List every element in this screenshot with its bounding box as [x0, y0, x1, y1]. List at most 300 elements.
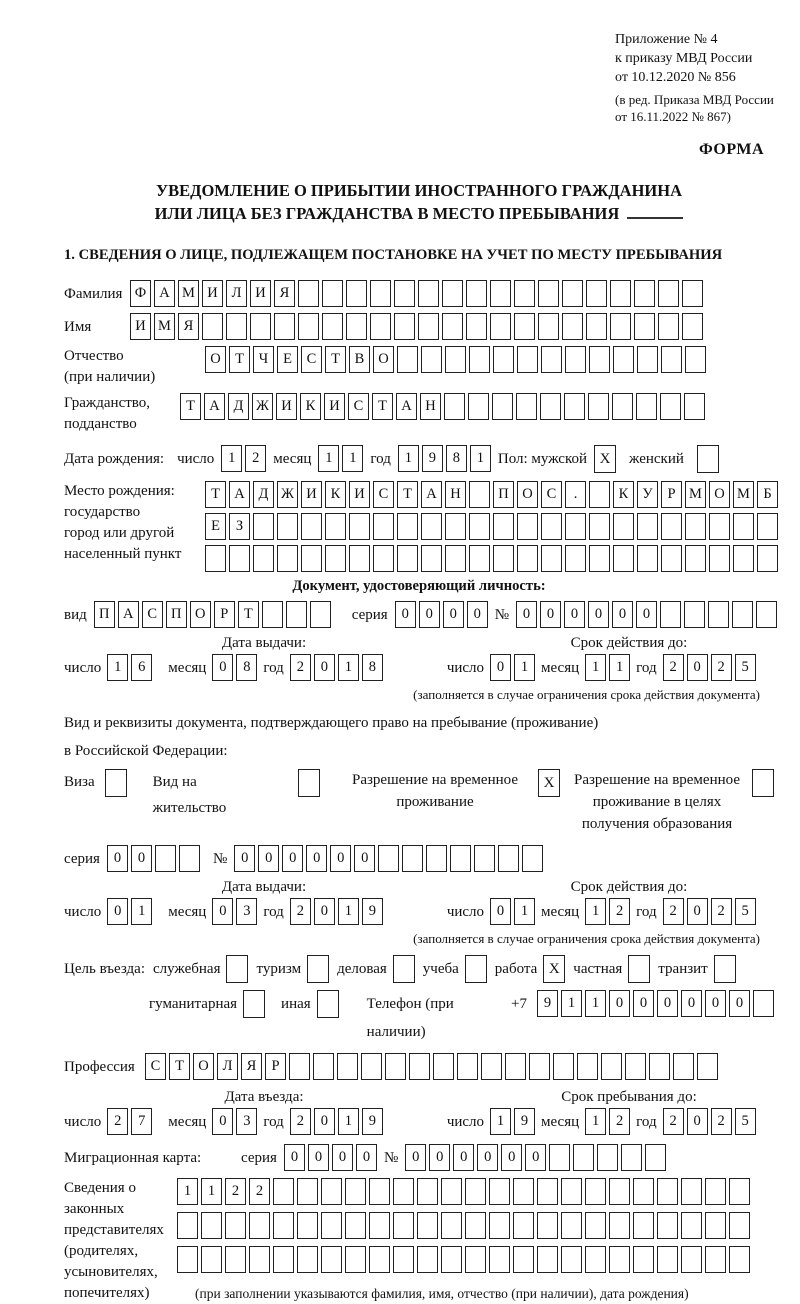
char-cell[interactable] — [370, 280, 391, 307]
char-cell[interactable]: 1 — [338, 654, 359, 681]
char-cell[interactable]: 7 — [131, 1108, 152, 1135]
char-cell[interactable] — [553, 1053, 574, 1080]
char-cell[interactable] — [433, 1053, 454, 1080]
char-cell[interactable]: 2 — [245, 445, 266, 472]
char-cell[interactable] — [613, 545, 634, 572]
char-cell[interactable]: 3 — [236, 898, 257, 925]
residence-series-cells[interactable] — [107, 845, 200, 872]
char-cell[interactable]: А — [396, 393, 417, 420]
char-cell[interactable]: 2 — [290, 898, 311, 925]
char-cell[interactable] — [634, 280, 655, 307]
purpose-tourism-checkbox[interactable] — [307, 955, 329, 983]
char-cell[interactable] — [253, 513, 274, 540]
char-cell[interactable]: 1 — [318, 445, 339, 472]
char-cell[interactable] — [393, 1178, 414, 1205]
char-cell[interactable] — [529, 1053, 550, 1080]
char-cell[interactable]: 0 — [212, 898, 233, 925]
char-cell[interactable]: 0 — [306, 845, 327, 872]
char-cell[interactable]: Н — [445, 481, 466, 508]
char-cell[interactable]: 1 — [398, 445, 419, 472]
char-cell[interactable]: 9 — [362, 898, 383, 925]
char-cell[interactable] — [249, 1212, 270, 1239]
char-cell[interactable] — [474, 845, 495, 872]
char-cell[interactable] — [685, 346, 706, 373]
char-cell[interactable] — [610, 280, 631, 307]
id-issue-month-cells[interactable] — [212, 654, 257, 681]
residence-expiry-year-cells[interactable] — [663, 898, 756, 925]
char-cell[interactable]: 1 — [585, 990, 606, 1017]
char-cell[interactable]: К — [325, 481, 346, 508]
char-cell[interactable] — [633, 1178, 654, 1205]
char-cell[interactable]: А — [118, 601, 139, 628]
char-cell[interactable]: 0 — [405, 1144, 426, 1171]
char-cell[interactable] — [226, 313, 247, 340]
char-cell[interactable] — [289, 1053, 310, 1080]
char-cell[interactable] — [541, 346, 562, 373]
char-cell[interactable] — [697, 1053, 718, 1080]
char-cell[interactable] — [561, 1178, 582, 1205]
char-cell[interactable]: 0 — [612, 601, 633, 628]
char-cell[interactable] — [733, 513, 754, 540]
char-cell[interactable]: 1 — [470, 445, 491, 472]
char-cell[interactable] — [250, 313, 271, 340]
char-cell[interactable] — [393, 1212, 414, 1239]
char-cell[interactable] — [277, 545, 298, 572]
char-cell[interactable] — [514, 280, 535, 307]
char-cell[interactable] — [661, 346, 682, 373]
char-cell[interactable] — [441, 1212, 462, 1239]
char-cell[interactable] — [685, 513, 706, 540]
birth-place-cells-3[interactable] — [205, 545, 778, 572]
char-cell[interactable]: М — [685, 481, 706, 508]
char-cell[interactable]: 9 — [422, 445, 443, 472]
id-doc-number-cells[interactable] — [516, 601, 777, 628]
citizenship-cells[interactable] — [180, 393, 705, 420]
char-cell[interactable] — [541, 513, 562, 540]
char-cell[interactable] — [201, 1246, 222, 1273]
char-cell[interactable] — [661, 545, 682, 572]
char-cell[interactable] — [385, 1053, 406, 1080]
char-cell[interactable] — [229, 545, 250, 572]
char-cell[interactable]: 0 — [467, 601, 488, 628]
birth-month-cells[interactable] — [318, 445, 363, 472]
char-cell[interactable] — [682, 280, 703, 307]
char-cell[interactable] — [442, 313, 463, 340]
char-cell[interactable] — [516, 393, 537, 420]
char-cell[interactable]: О — [517, 481, 538, 508]
birth-place-cells-2[interactable] — [205, 513, 778, 540]
char-cell[interactable] — [445, 346, 466, 373]
char-cell[interactable] — [660, 601, 681, 628]
char-cell[interactable] — [349, 513, 370, 540]
char-cell[interactable] — [709, 545, 730, 572]
migration-series-cells[interactable] — [284, 1144, 377, 1171]
char-cell[interactable]: Н — [420, 393, 441, 420]
char-cell[interactable]: 2 — [711, 898, 732, 925]
char-cell[interactable] — [585, 1178, 606, 1205]
char-cell[interactable] — [481, 1053, 502, 1080]
char-cell[interactable]: Я — [274, 280, 295, 307]
char-cell[interactable] — [345, 1246, 366, 1273]
char-cell[interactable]: О — [709, 481, 730, 508]
char-cell[interactable] — [636, 393, 657, 420]
char-cell[interactable] — [490, 280, 511, 307]
char-cell[interactable]: 0 — [308, 1144, 329, 1171]
char-cell[interactable] — [562, 313, 583, 340]
char-cell[interactable]: Л — [226, 280, 247, 307]
char-cell[interactable] — [585, 1212, 606, 1239]
birth-place-cells-1[interactable] — [205, 481, 778, 508]
char-cell[interactable]: 3 — [236, 1108, 257, 1135]
char-cell[interactable] — [465, 1246, 486, 1273]
char-cell[interactable] — [609, 1178, 630, 1205]
char-cell[interactable] — [658, 280, 679, 307]
char-cell[interactable]: 1 — [177, 1178, 198, 1205]
char-cell[interactable]: Ф — [130, 280, 151, 307]
char-cell[interactable]: И — [130, 313, 151, 340]
char-cell[interactable] — [345, 1212, 366, 1239]
char-cell[interactable] — [733, 545, 754, 572]
char-cell[interactable]: 0 — [284, 1144, 305, 1171]
char-cell[interactable]: 9 — [362, 1108, 383, 1135]
female-checkbox[interactable] — [697, 445, 719, 473]
char-cell[interactable]: П — [94, 601, 115, 628]
id-doc-series-cells[interactable] — [395, 601, 488, 628]
char-cell[interactable]: И — [202, 280, 223, 307]
char-cell[interactable]: Р — [214, 601, 235, 628]
char-cell[interactable]: 2 — [290, 654, 311, 681]
char-cell[interactable] — [637, 346, 658, 373]
char-cell[interactable] — [297, 1178, 318, 1205]
char-cell[interactable] — [397, 513, 418, 540]
char-cell[interactable]: 0 — [107, 845, 128, 872]
char-cell[interactable]: 0 — [330, 845, 351, 872]
char-cell[interactable]: 5 — [735, 898, 756, 925]
char-cell[interactable]: 0 — [687, 654, 708, 681]
purpose-humanitarian-checkbox[interactable] — [243, 990, 265, 1018]
char-cell[interactable]: 1 — [585, 1108, 606, 1135]
char-cell[interactable]: 0 — [681, 990, 702, 1017]
char-cell[interactable]: 2 — [225, 1178, 246, 1205]
char-cell[interactable] — [402, 845, 423, 872]
char-cell[interactable]: 2 — [711, 1108, 732, 1135]
representatives-cells-3[interactable] — [177, 1246, 750, 1273]
char-cell[interactable] — [441, 1246, 462, 1273]
char-cell[interactable] — [489, 1178, 510, 1205]
char-cell[interactable] — [517, 545, 538, 572]
char-cell[interactable] — [177, 1246, 198, 1273]
char-cell[interactable] — [613, 346, 634, 373]
char-cell[interactable]: Я — [241, 1053, 262, 1080]
char-cell[interactable] — [489, 1246, 510, 1273]
char-cell[interactable] — [418, 280, 439, 307]
char-cell[interactable]: 8 — [446, 445, 467, 472]
char-cell[interactable]: С — [301, 346, 322, 373]
char-cell[interactable] — [445, 545, 466, 572]
char-cell[interactable] — [505, 1053, 526, 1080]
char-cell[interactable]: 0 — [453, 1144, 474, 1171]
char-cell[interactable] — [573, 1144, 594, 1171]
char-cell[interactable]: 0 — [107, 898, 128, 925]
char-cell[interactable] — [673, 1053, 694, 1080]
char-cell[interactable] — [274, 313, 295, 340]
char-cell[interactable]: 0 — [314, 898, 335, 925]
char-cell[interactable]: М — [178, 280, 199, 307]
char-cell[interactable] — [621, 1144, 642, 1171]
char-cell[interactable]: 0 — [540, 601, 561, 628]
char-cell[interactable]: 0 — [636, 601, 657, 628]
char-cell[interactable]: Р — [661, 481, 682, 508]
purpose-study-checkbox[interactable] — [465, 955, 487, 983]
char-cell[interactable]: Т — [180, 393, 201, 420]
entry-month-cells[interactable] — [212, 1108, 257, 1135]
char-cell[interactable]: И — [250, 280, 271, 307]
char-cell[interactable] — [457, 1053, 478, 1080]
visa-checkbox[interactable] — [105, 769, 127, 797]
stay-year-cells[interactable] — [663, 1108, 756, 1135]
char-cell[interactable]: Т — [325, 346, 346, 373]
residence-expiry-day-cells[interactable] — [490, 898, 535, 925]
char-cell[interactable]: 2 — [609, 1108, 630, 1135]
char-cell[interactable]: Д — [228, 393, 249, 420]
char-cell[interactable] — [493, 545, 514, 572]
char-cell[interactable]: 0 — [609, 990, 630, 1017]
purpose-official-checkbox[interactable] — [226, 955, 248, 983]
char-cell[interactable] — [661, 513, 682, 540]
char-cell[interactable] — [684, 393, 705, 420]
char-cell[interactable] — [637, 513, 658, 540]
char-cell[interactable]: В — [349, 346, 370, 373]
char-cell[interactable] — [465, 1178, 486, 1205]
char-cell[interactable]: 0 — [314, 654, 335, 681]
char-cell[interactable] — [369, 1246, 390, 1273]
char-cell[interactable]: 8 — [236, 654, 257, 681]
char-cell[interactable] — [537, 1212, 558, 1239]
id-issue-day-cells[interactable] — [107, 654, 152, 681]
char-cell[interactable] — [468, 393, 489, 420]
char-cell[interactable]: 1 — [514, 654, 535, 681]
char-cell[interactable] — [426, 845, 447, 872]
char-cell[interactable] — [409, 1053, 430, 1080]
char-cell[interactable]: 1 — [514, 898, 535, 925]
char-cell[interactable]: А — [421, 481, 442, 508]
char-cell[interactable] — [645, 1144, 666, 1171]
char-cell[interactable] — [450, 845, 471, 872]
char-cell[interactable]: Ч — [253, 346, 274, 373]
char-cell[interactable]: 1 — [585, 898, 606, 925]
char-cell[interactable] — [205, 545, 226, 572]
char-cell[interactable]: 0 — [131, 845, 152, 872]
char-cell[interactable] — [286, 601, 307, 628]
char-cell[interactable]: 0 — [234, 845, 255, 872]
char-cell[interactable]: 0 — [525, 1144, 546, 1171]
char-cell[interactable] — [321, 1246, 342, 1273]
char-cell[interactable] — [589, 346, 610, 373]
char-cell[interactable] — [705, 1246, 726, 1273]
char-cell[interactable]: 9 — [514, 1108, 535, 1135]
char-cell[interactable] — [322, 313, 343, 340]
char-cell[interactable]: 1 — [338, 898, 359, 925]
char-cell[interactable] — [601, 1053, 622, 1080]
char-cell[interactable]: Т — [169, 1053, 190, 1080]
char-cell[interactable]: 0 — [354, 845, 375, 872]
char-cell[interactable] — [564, 393, 585, 420]
char-cell[interactable]: 2 — [249, 1178, 270, 1205]
char-cell[interactable]: И — [349, 481, 370, 508]
purpose-transit-checkbox[interactable] — [714, 955, 736, 983]
char-cell[interactable] — [297, 1212, 318, 1239]
char-cell[interactable]: С — [373, 481, 394, 508]
char-cell[interactable] — [538, 280, 559, 307]
char-cell[interactable] — [565, 545, 586, 572]
char-cell[interactable]: 0 — [705, 990, 726, 1017]
stay-month-cells[interactable] — [585, 1108, 630, 1135]
char-cell[interactable] — [262, 601, 283, 628]
char-cell[interactable] — [513, 1178, 534, 1205]
char-cell[interactable] — [369, 1178, 390, 1205]
char-cell[interactable] — [466, 280, 487, 307]
char-cell[interactable] — [273, 1212, 294, 1239]
id-expiry-month-cells[interactable] — [585, 654, 630, 681]
char-cell[interactable] — [681, 1246, 702, 1273]
char-cell[interactable]: 2 — [609, 898, 630, 925]
char-cell[interactable]: К — [300, 393, 321, 420]
char-cell[interactable] — [249, 1246, 270, 1273]
char-cell[interactable]: С — [142, 601, 163, 628]
char-cell[interactable] — [561, 1246, 582, 1273]
char-cell[interactable] — [373, 545, 394, 572]
char-cell[interactable]: 1 — [490, 1108, 511, 1135]
char-cell[interactable] — [586, 280, 607, 307]
char-cell[interactable] — [586, 313, 607, 340]
char-cell[interactable] — [633, 1246, 654, 1273]
char-cell[interactable] — [657, 1212, 678, 1239]
char-cell[interactable]: Т — [397, 481, 418, 508]
char-cell[interactable]: 2 — [711, 654, 732, 681]
char-cell[interactable] — [298, 280, 319, 307]
purpose-work-checkbox[interactable]: X — [543, 955, 565, 983]
char-cell[interactable]: К — [613, 481, 634, 508]
char-cell[interactable]: А — [154, 280, 175, 307]
char-cell[interactable]: 0 — [687, 898, 708, 925]
char-cell[interactable] — [369, 1212, 390, 1239]
char-cell[interactable] — [445, 513, 466, 540]
char-cell[interactable] — [310, 601, 331, 628]
char-cell[interactable]: 0 — [633, 990, 654, 1017]
char-cell[interactable]: 2 — [663, 1108, 684, 1135]
char-cell[interactable] — [565, 346, 586, 373]
char-cell[interactable] — [442, 280, 463, 307]
char-cell[interactable]: 2 — [663, 654, 684, 681]
char-cell[interactable] — [490, 313, 511, 340]
char-cell[interactable]: 0 — [395, 601, 416, 628]
char-cell[interactable] — [346, 280, 367, 307]
char-cell[interactable]: 0 — [588, 601, 609, 628]
char-cell[interactable] — [660, 393, 681, 420]
char-cell[interactable] — [585, 1246, 606, 1273]
char-cell[interactable]: 0 — [282, 845, 303, 872]
birth-year-cells[interactable] — [398, 445, 491, 472]
char-cell[interactable] — [549, 1144, 570, 1171]
char-cell[interactable]: 2 — [107, 1108, 128, 1135]
entry-year-cells[interactable] — [290, 1108, 383, 1135]
char-cell[interactable] — [301, 545, 322, 572]
residence-number-cells[interactable] — [234, 845, 543, 872]
char-cell[interactable]: Л — [217, 1053, 238, 1080]
char-cell[interactable] — [577, 1053, 598, 1080]
char-cell[interactable]: 0 — [429, 1144, 450, 1171]
char-cell[interactable] — [658, 313, 679, 340]
char-cell[interactable]: Е — [277, 346, 298, 373]
char-cell[interactable] — [201, 1212, 222, 1239]
char-cell[interactable] — [273, 1178, 294, 1205]
char-cell[interactable]: Ж — [252, 393, 273, 420]
char-cell[interactable]: 0 — [212, 1108, 233, 1135]
char-cell[interactable] — [394, 313, 415, 340]
male-checkbox[interactable]: X — [594, 445, 616, 473]
char-cell[interactable] — [493, 346, 514, 373]
char-cell[interactable] — [469, 513, 490, 540]
char-cell[interactable] — [373, 513, 394, 540]
char-cell[interactable] — [325, 513, 346, 540]
char-cell[interactable] — [297, 1246, 318, 1273]
char-cell[interactable]: М — [154, 313, 175, 340]
char-cell[interactable]: Е — [205, 513, 226, 540]
char-cell[interactable] — [682, 313, 703, 340]
residence-permit-checkbox[interactable] — [298, 769, 320, 797]
char-cell[interactable]: М — [733, 481, 754, 508]
char-cell[interactable]: О — [190, 601, 211, 628]
char-cell[interactable] — [625, 1053, 646, 1080]
char-cell[interactable]: А — [204, 393, 225, 420]
char-cell[interactable]: 0 — [314, 1108, 335, 1135]
char-cell[interactable] — [708, 601, 729, 628]
char-cell[interactable] — [612, 393, 633, 420]
char-cell[interactable] — [565, 513, 586, 540]
char-cell[interactable] — [337, 1053, 358, 1080]
char-cell[interactable]: П — [166, 601, 187, 628]
char-cell[interactable]: 0 — [477, 1144, 498, 1171]
char-cell[interactable] — [729, 1212, 750, 1239]
char-cell[interactable]: О — [193, 1053, 214, 1080]
char-cell[interactable]: 1 — [342, 445, 363, 472]
char-cell[interactable] — [202, 313, 223, 340]
char-cell[interactable] — [397, 545, 418, 572]
residence-issue-day-cells[interactable] — [107, 898, 152, 925]
char-cell[interactable]: 0 — [564, 601, 585, 628]
char-cell[interactable] — [757, 545, 778, 572]
char-cell[interactable] — [589, 545, 610, 572]
char-cell[interactable] — [469, 545, 490, 572]
char-cell[interactable] — [298, 313, 319, 340]
char-cell[interactable] — [729, 1246, 750, 1273]
char-cell[interactable] — [562, 280, 583, 307]
char-cell[interactable] — [613, 513, 634, 540]
patronymic-cells[interactable] — [205, 346, 706, 373]
char-cell[interactable]: И — [301, 481, 322, 508]
char-cell[interactable] — [321, 1212, 342, 1239]
char-cell[interactable] — [394, 280, 415, 307]
char-cell[interactable] — [681, 1178, 702, 1205]
char-cell[interactable]: 1 — [107, 654, 128, 681]
char-cell[interactable] — [498, 845, 519, 872]
char-cell[interactable] — [489, 1212, 510, 1239]
char-cell[interactable]: 0 — [490, 654, 511, 681]
char-cell[interactable]: С — [541, 481, 562, 508]
char-cell[interactable] — [589, 513, 610, 540]
char-cell[interactable]: Т — [238, 601, 259, 628]
given-name-cells[interactable] — [130, 313, 703, 340]
